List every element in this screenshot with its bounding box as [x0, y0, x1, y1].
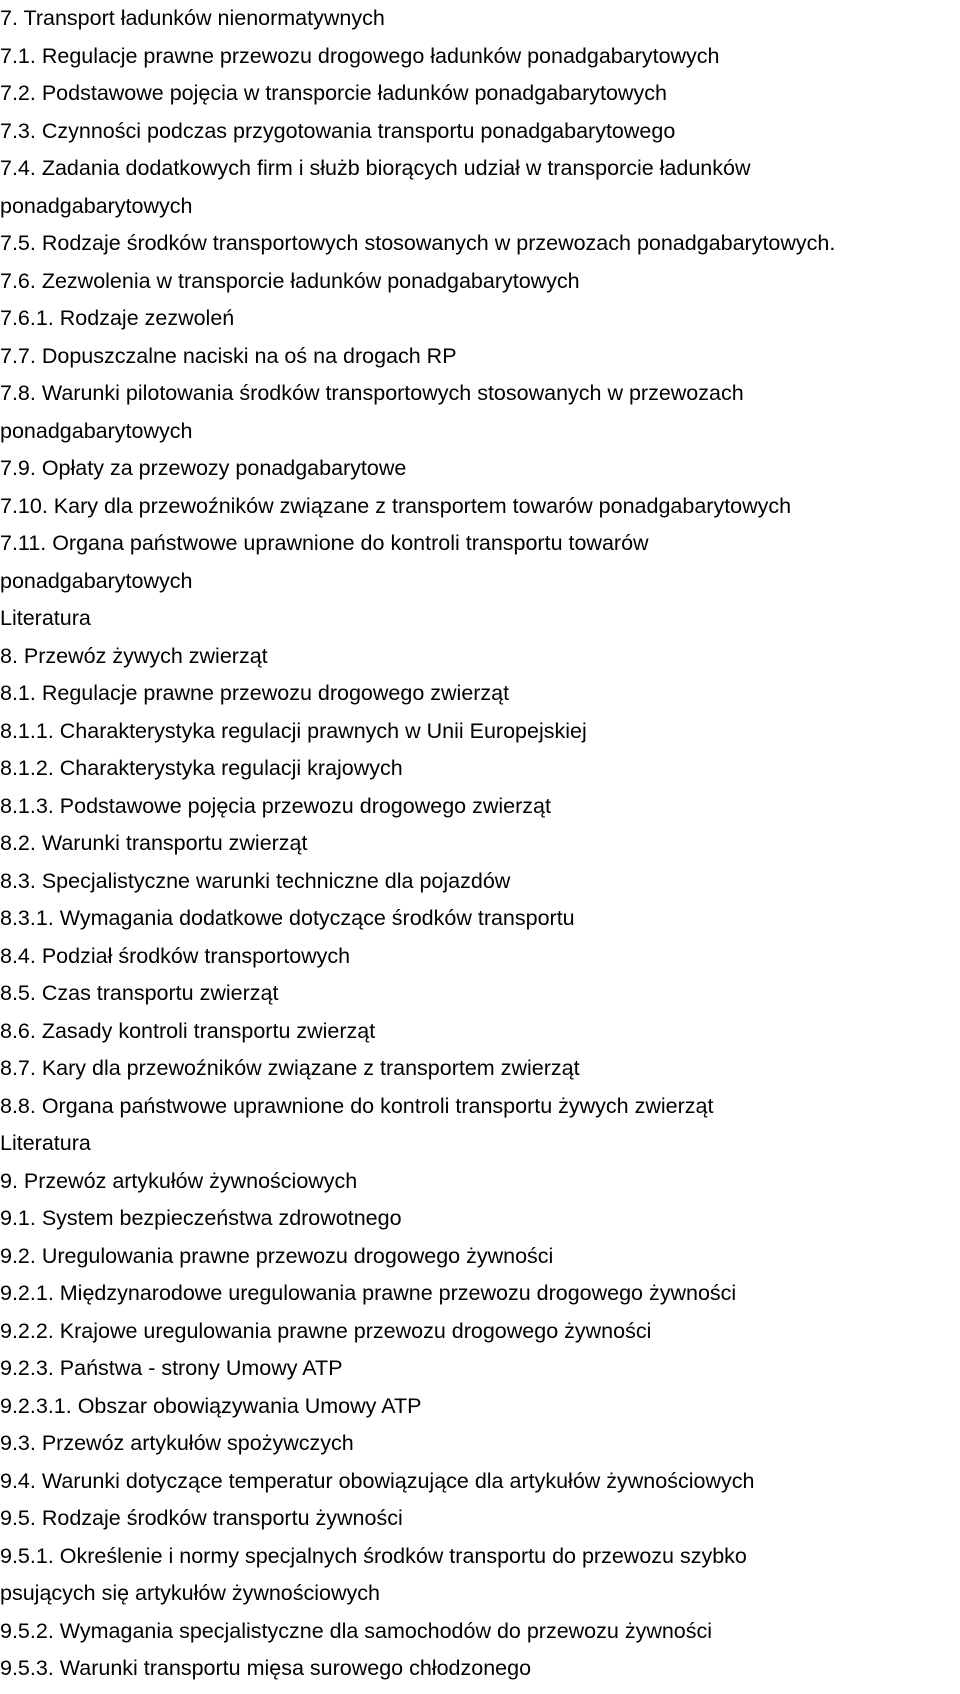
- toc-line: 7.10. Kary dla przewoźników związane z transportem towarów ponadgabarytowych: [0, 493, 792, 518]
- toc-line: 9.5. Rodzaje środków transportu żywności: [0, 1506, 403, 1530]
- toc-line: psujących się artykułów żywnościowych: [0, 1581, 380, 1605]
- toc-line: 8.1.3. Podstawowe pojęcia przewozu drogowego zwierząt: [0, 793, 551, 818]
- toc-line: 7.11. Organa państwowe uprawnione do kontroli transportu towarów: [0, 531, 649, 555]
- toc-line: 9.1. System bezpieczeństwa zdrowotnego: [0, 1206, 402, 1230]
- toc-line: 7. Transport ładunków nienormatywnych: [0, 6, 385, 30]
- toc-line: 8.7. Kary dla przewoźników związane z transportem zwierząt: [0, 1056, 580, 1080]
- toc-line: 7.9. Opłaty za przewozy ponadgabarytowe: [0, 456, 407, 480]
- toc-line: 9.2.1. Międzynarodowe uregulowania prawne przewozu drogowego żywności: [0, 1281, 737, 1305]
- toc-line: 9.4. Warunki dotyczące temperatur obowiązujące dla artykułów żywnościowych: [0, 1468, 755, 1493]
- toc-line: 7.1. Regulacje prawne przewozu drogowego ładunków ponadgabarytowych: [0, 43, 720, 68]
- toc-line: Literatura: [0, 606, 91, 630]
- toc-line: 8.4. Podział środków transportowych: [0, 943, 351, 968]
- toc-line: 8.2. Warunki transportu zwierząt: [0, 831, 308, 855]
- toc-line: 8.6. Zasady kontroli transportu zwierząt: [0, 1018, 376, 1043]
- toc-line: 8.1. Regulacje prawne przewozu drogowego zwierząt: [0, 681, 510, 705]
- toc-line: 8.1.1. Charakterystyka regulacji prawnych w Unii Europejskiej: [0, 718, 587, 743]
- toc-line: 7.6.1. Rodzaje zezwoleń: [0, 306, 235, 330]
- toc-line: 7.5. Rodzaje środków transportowych stosowanych w przewozach ponadgabarytowych.: [0, 231, 836, 255]
- toc-line: 9.2. Uregulowania prawne przewozu drogowego żywności: [0, 1243, 554, 1268]
- toc-line: 9.2.3. Państwa - strony Umowy ATP: [0, 1356, 343, 1380]
- toc-line: 7.2. Podstawowe pojęcia w transporcie ładunków ponadgabarytowych: [0, 81, 667, 105]
- toc-line: Literatura: [0, 1131, 91, 1155]
- toc-line: ponadgabarytowych: [0, 193, 193, 218]
- toc-line: 9.2.2. Krajowe uregulowania prawne przewozu drogowego żywności: [0, 1318, 652, 1343]
- toc-line: 9.5.3. Warunki transportu mięsa surowego chłodzonego: [0, 1656, 532, 1680]
- toc-line: ponadgabarytowych: [0, 568, 193, 593]
- toc-line: ponadgabarytowych: [0, 418, 193, 443]
- toc-line: 9.3. Przewóz artykułów spożywczych: [0, 1431, 354, 1455]
- toc-line: 7.4. Zadania dodatkowych firm i służb biorących udział w transporcie ładunków: [0, 156, 751, 180]
- toc-line: 7.3. Czynności podczas przygotowania transportu ponadgabarytowego: [0, 118, 676, 143]
- toc-line: 9.5.1. Określenie i normy specjalnych środków transportu do przewozu szybko: [0, 1543, 747, 1568]
- toc-line: 9.2.3.1. Obszar obowiązywania Umowy ATP: [0, 1393, 422, 1418]
- toc-line: 8. Przewóz żywych zwierząt: [0, 643, 268, 668]
- toc-line: 7.6. Zezwolenia w transporcie ładunków ponadgabarytowych: [0, 268, 580, 293]
- toc-line: 7.7. Dopuszczalne naciski na oś na drogach RP: [0, 343, 457, 368]
- toc-line: 7.8. Warunki pilotowania środków transportowych stosowanych w przewozach: [0, 381, 744, 405]
- toc-line: 8.3.1. Wymagania dodatkowe dotyczące środków transportu: [0, 906, 575, 930]
- toc-line: 9.5.2. Wymagania specjalistyczne dla samochodów do przewozu żywności: [0, 1618, 713, 1643]
- toc-line: 8.1.2. Charakterystyka regulacji krajowych: [0, 756, 403, 780]
- toc-line: 8.3. Specjalistyczne warunki techniczne dla pojazdów: [0, 868, 511, 893]
- toc-line: 8.5. Czas transportu zwierząt: [0, 981, 279, 1005]
- toc-line: 8.8. Organa państwowe uprawnione do kontroli transportu żywych zwierząt: [0, 1093, 714, 1118]
- toc-line: 9. Przewóz artykułów żywnościowych: [0, 1168, 358, 1193]
